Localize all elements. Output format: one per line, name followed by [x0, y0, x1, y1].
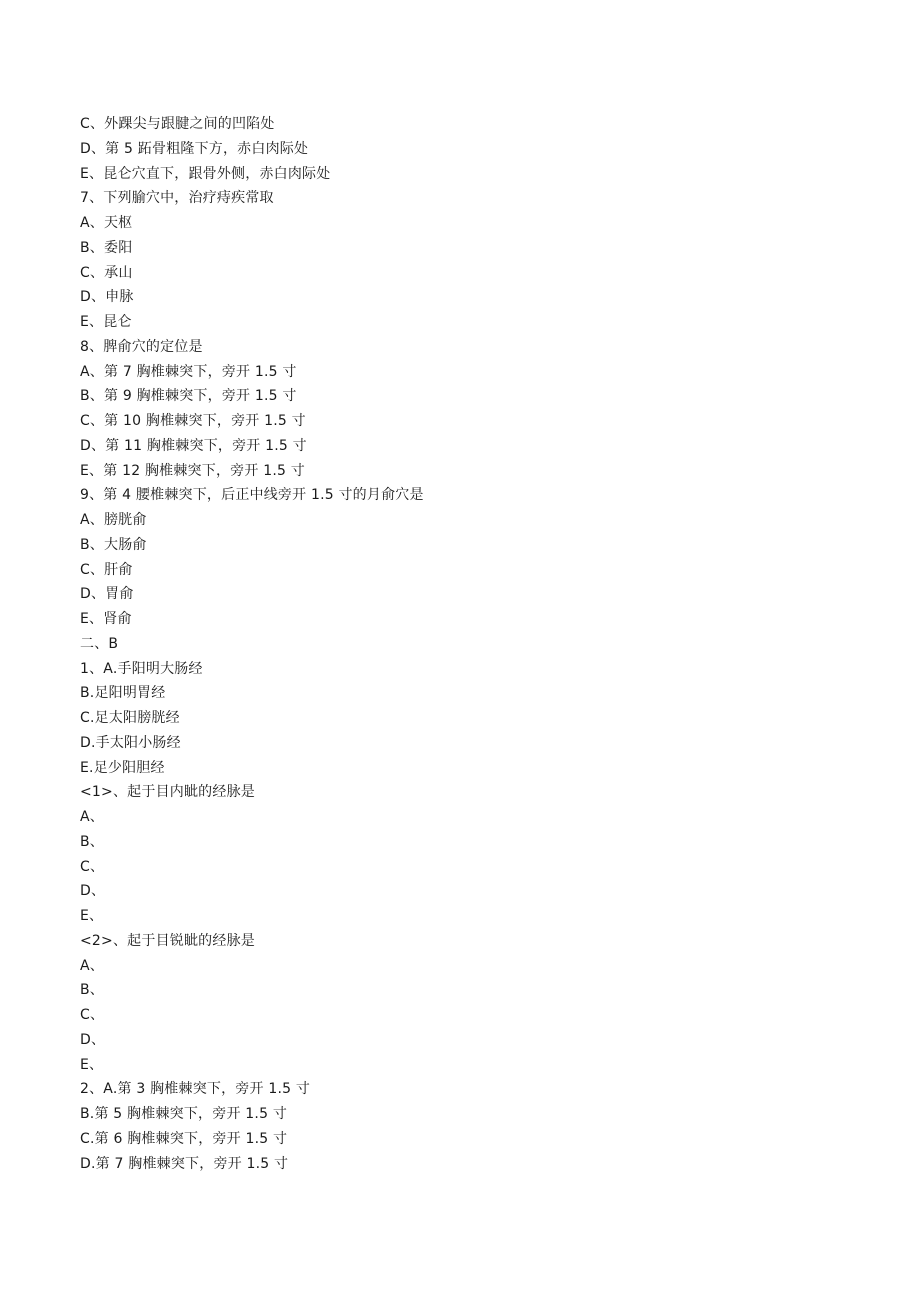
option-line: E.足少阳胆经	[80, 759, 165, 776]
option-line: A、	[80, 809, 104, 825]
option-line: B.第 5 胸椎棘突下，旁开 1.5 寸	[80, 1106, 288, 1122]
option-line: E、	[80, 1056, 104, 1073]
question-line: 7、下列腧穴中，治疗痔疾常取	[80, 190, 274, 207]
option-line: A、	[80, 957, 104, 974]
option-line: C、	[80, 858, 105, 875]
option-line: B、委阳	[80, 239, 133, 256]
option-line: D、	[80, 883, 106, 900]
subquestion-line: <2>、起于目锐眦的经脉是	[80, 932, 255, 949]
question-line: 2、A.第 3 胸椎棘突下，旁开 1.5 寸	[80, 1081, 311, 1098]
option-line: C、承山	[80, 264, 133, 281]
question-line: 9、第 4 腰椎棘突下，后正中线旁开 1.5 寸的月俞穴是	[80, 487, 424, 504]
option-line: C、第 10 胸椎棘突下，旁开 1.5 寸	[80, 413, 306, 429]
option-line: B、大肠俞	[80, 536, 147, 553]
option-line: A、第 7 胸椎棘突下，旁开 1.5 寸	[80, 363, 297, 380]
option-line: C.足太阳膀胱经	[80, 710, 180, 726]
option-line: E、昆仑穴直下，跟骨外侧，赤白肉际处	[80, 165, 331, 182]
option-line: B、	[80, 833, 105, 850]
option-line: E、	[80, 908, 104, 924]
option-line: B.足阳明胃经	[80, 685, 166, 702]
option-line: D、第 11 胸椎棘突下，旁开 1.5 寸	[80, 437, 307, 454]
option-line: E、肾俞	[80, 611, 132, 627]
option-line: C、	[80, 1007, 105, 1023]
option-line: D、	[80, 1031, 106, 1048]
option-line: D、胃俞	[80, 586, 134, 603]
option-line: A、天枢	[80, 215, 133, 231]
option-line: B、	[80, 982, 105, 999]
section-heading: 二、B	[80, 635, 119, 652]
option-line: C、肝俞	[80, 561, 133, 578]
option-line: D.第 7 胸椎棘突下，旁开 1.5 寸	[80, 1155, 289, 1172]
question-line: 1、A.手阳明大肠经	[80, 660, 203, 677]
option-line: D、第 5 跖骨粗隆下方，赤白肉际处	[80, 140, 309, 157]
option-line: D、申脉	[80, 289, 134, 306]
option-line: A、膀胱俞	[80, 512, 147, 528]
option-line: E、昆仑	[80, 314, 132, 330]
document-body	[80, 112, 840, 1176]
option-line: C、外踝尖与跟腱之间的凹陷处	[80, 116, 275, 132]
option-line: E、第 12 胸椎棘突下，旁开 1.5 寸	[80, 462, 305, 479]
subquestion-line: <1>、起于目内眦的经脉是	[80, 784, 255, 801]
option-line: B、第 9 胸椎棘突下，旁开 1.5 寸	[80, 388, 297, 405]
option-line: C.第 6 胸椎棘突下，旁开 1.5 寸	[80, 1130, 288, 1147]
question-line: 8、脾俞穴的定位是	[80, 338, 203, 355]
option-line: D.手太阳小肠经	[80, 734, 181, 751]
